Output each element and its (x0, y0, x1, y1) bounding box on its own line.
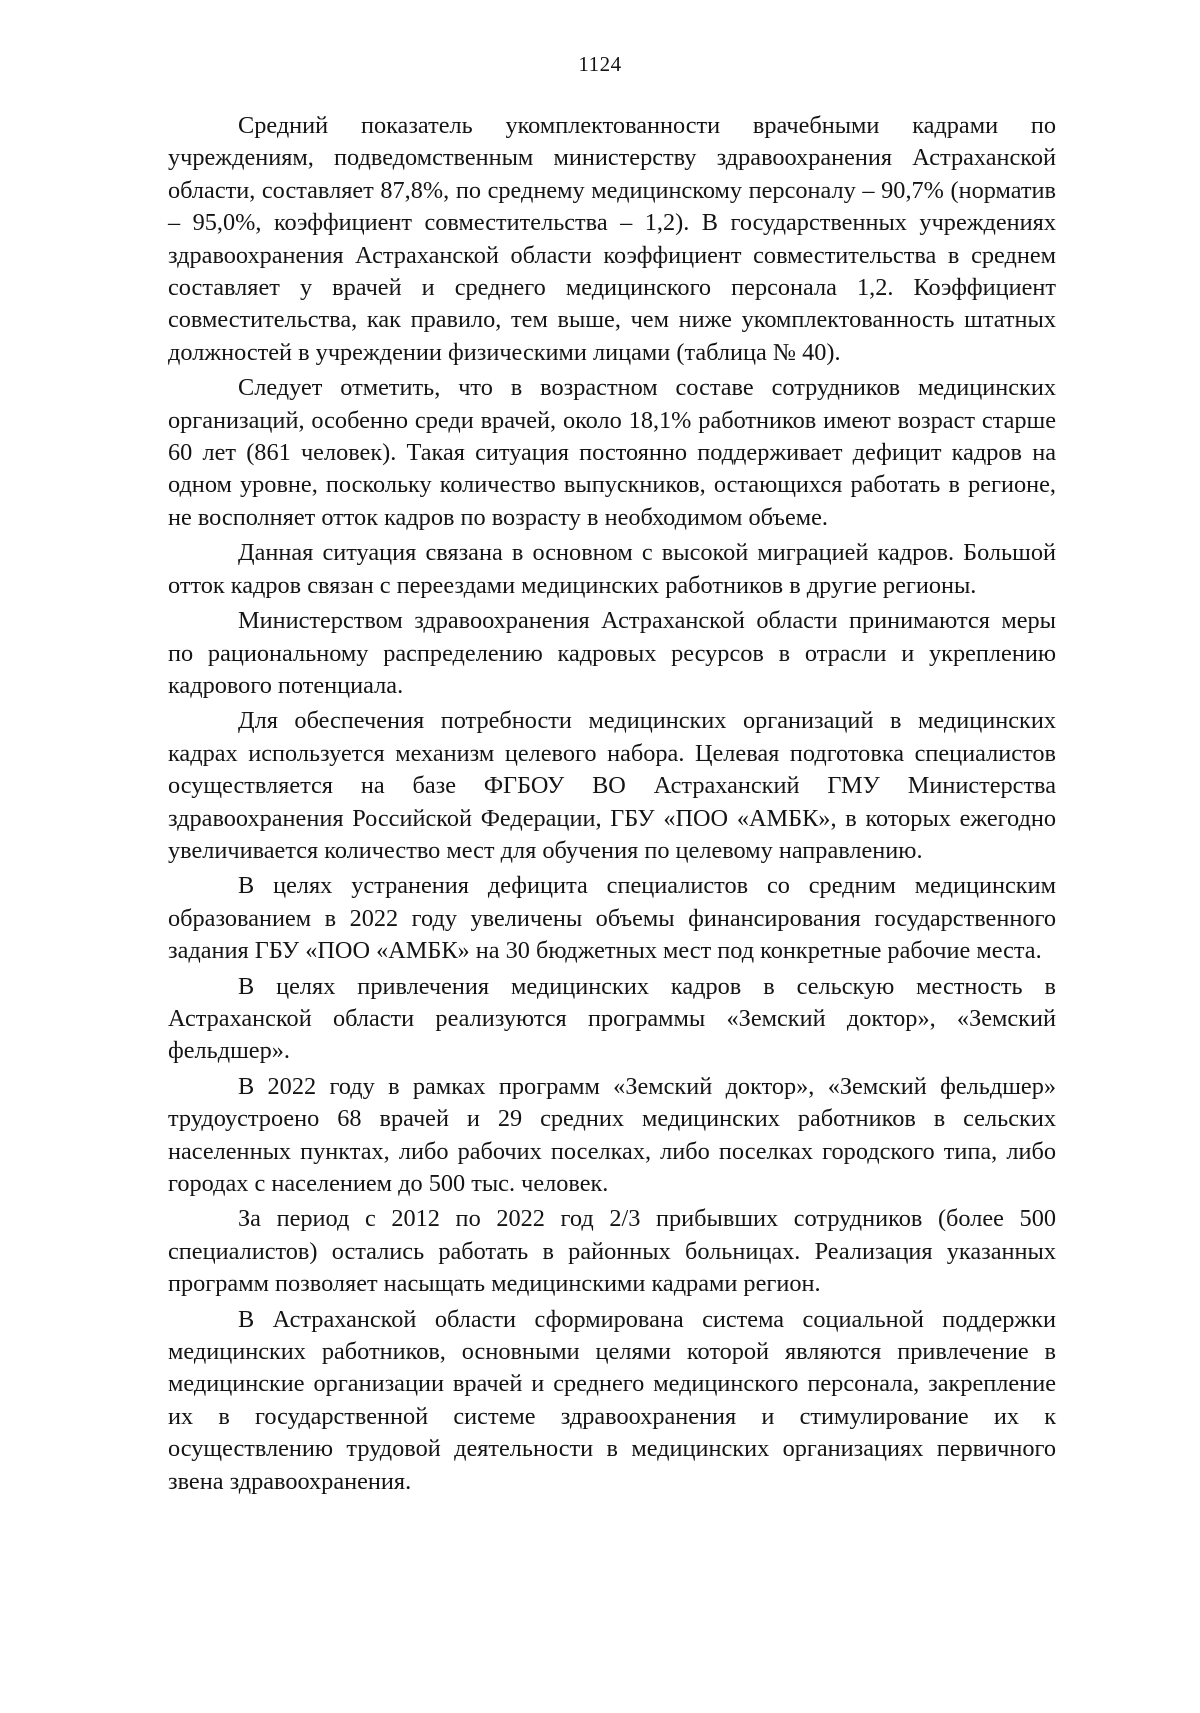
paragraph-retention: За период с 2012 по 2022 год 2/3 прибывших сотрудников (более 500 специалистов) остались работать в районных больницах. Реализация указанных программ позволяет насыщать медицинскими кадрами регион. (168, 1205, 1056, 1298)
paragraph-2022-hiring: В 2022 году в рамках программ «Земский доктор», «Земский фельдшер» трудоустроено 68 врачей и 29 средних медицинских работников в сельских населенных пунктах, либо рабочих поселках, либо поселках городского типа, либо городах с населением до 500 тыс. человек. (168, 1072, 1056, 1197)
body-text (168, 110, 1056, 1498)
paragraph-rural-programs: В целях привлечения медицинских кадров в сельскую местность в Астраханской области реализуются программы «Земский доктор», «Земский фельдшер». (168, 972, 1056, 1065)
paragraph-staffing-level: Средний показатель укомплектованности врачебными кадрами по учреждениям, подведомственным министерству здравоохранения Астраханской области, составляет 87,8%, по среднему медицинскому персоналу – 90,7% (норматив – 95,0%, коэффициент совместительства – 1,2). В государственных учреждениях здравоохранения Астраханской области коэффициент совместительства в среднем составляет у врачей и среднего медицинского персонала 1,2. Коэффициент совместительства, как правило, тем выше, чем ниже укомплектованность штатных должностей в учреждении физическими лицами (таблица № 40). (168, 112, 1056, 366)
paragraph-age-composition: Следует отметить, что в возрастном составе сотрудников медицинских организаций, особенно среди врачей, около 18,1% работников имеют возраст старше 60 лет (861 человек). Такая ситуация постоянно поддерживает дефицит кадров на одном уровне, поскольку количество выпускников, остающихся работать в регионе, не восполняет отток кадров по возрасту в необходимом объеме. (168, 374, 1056, 531)
paragraph-migration: Данная ситуация связана в основном с высокой миграцией кадров. Большой отток кадров связан с переездами медицинских работников в другие регионы. (168, 539, 1056, 599)
paragraph-social-support: В Астраханской области сформирована система социальной поддержки медицинских работников, основными целями которой являются привлечение в медицинские организации врачей и среднего медицинского персонала, закрепление их в государственной системе здравоохранения и стимулирование их к осуществлению трудовой деятельности в медицинских организациях первичного звена здравоохранения. (168, 1305, 1056, 1495)
paragraph-target-training: Для обеспечения потребности медицинских организаций в медицинских кадрах используется механизм целевого набора. Целевая подготовка специалистов осуществляется на базе ФГБОУ ВО Астраханский ГМУ Министерства здравоохранения Российской Федерации, ГБУ «ПОО «АМБК», в которых ежегодно увеличивается количество мест для обучения по целевому направлению. (168, 707, 1056, 864)
paragraph-ministry-measures: Министерством здравоохранения Астраханской области принимаются меры по рациональному распределению кадровых ресурсов в отрасли и укреплению кадрового потенциала. (168, 607, 1056, 699)
paragraph-nursing-deficit: В целях устранения дефицита специалистов со средним медицинским образованием в 2022 году увеличены объемы финансирования государственного задания ГБУ «ПОО «АМБК» на 30 бюджетных мест под конкретные рабочие места. (168, 872, 1056, 965)
page-number: 1124 (578, 52, 622, 76)
